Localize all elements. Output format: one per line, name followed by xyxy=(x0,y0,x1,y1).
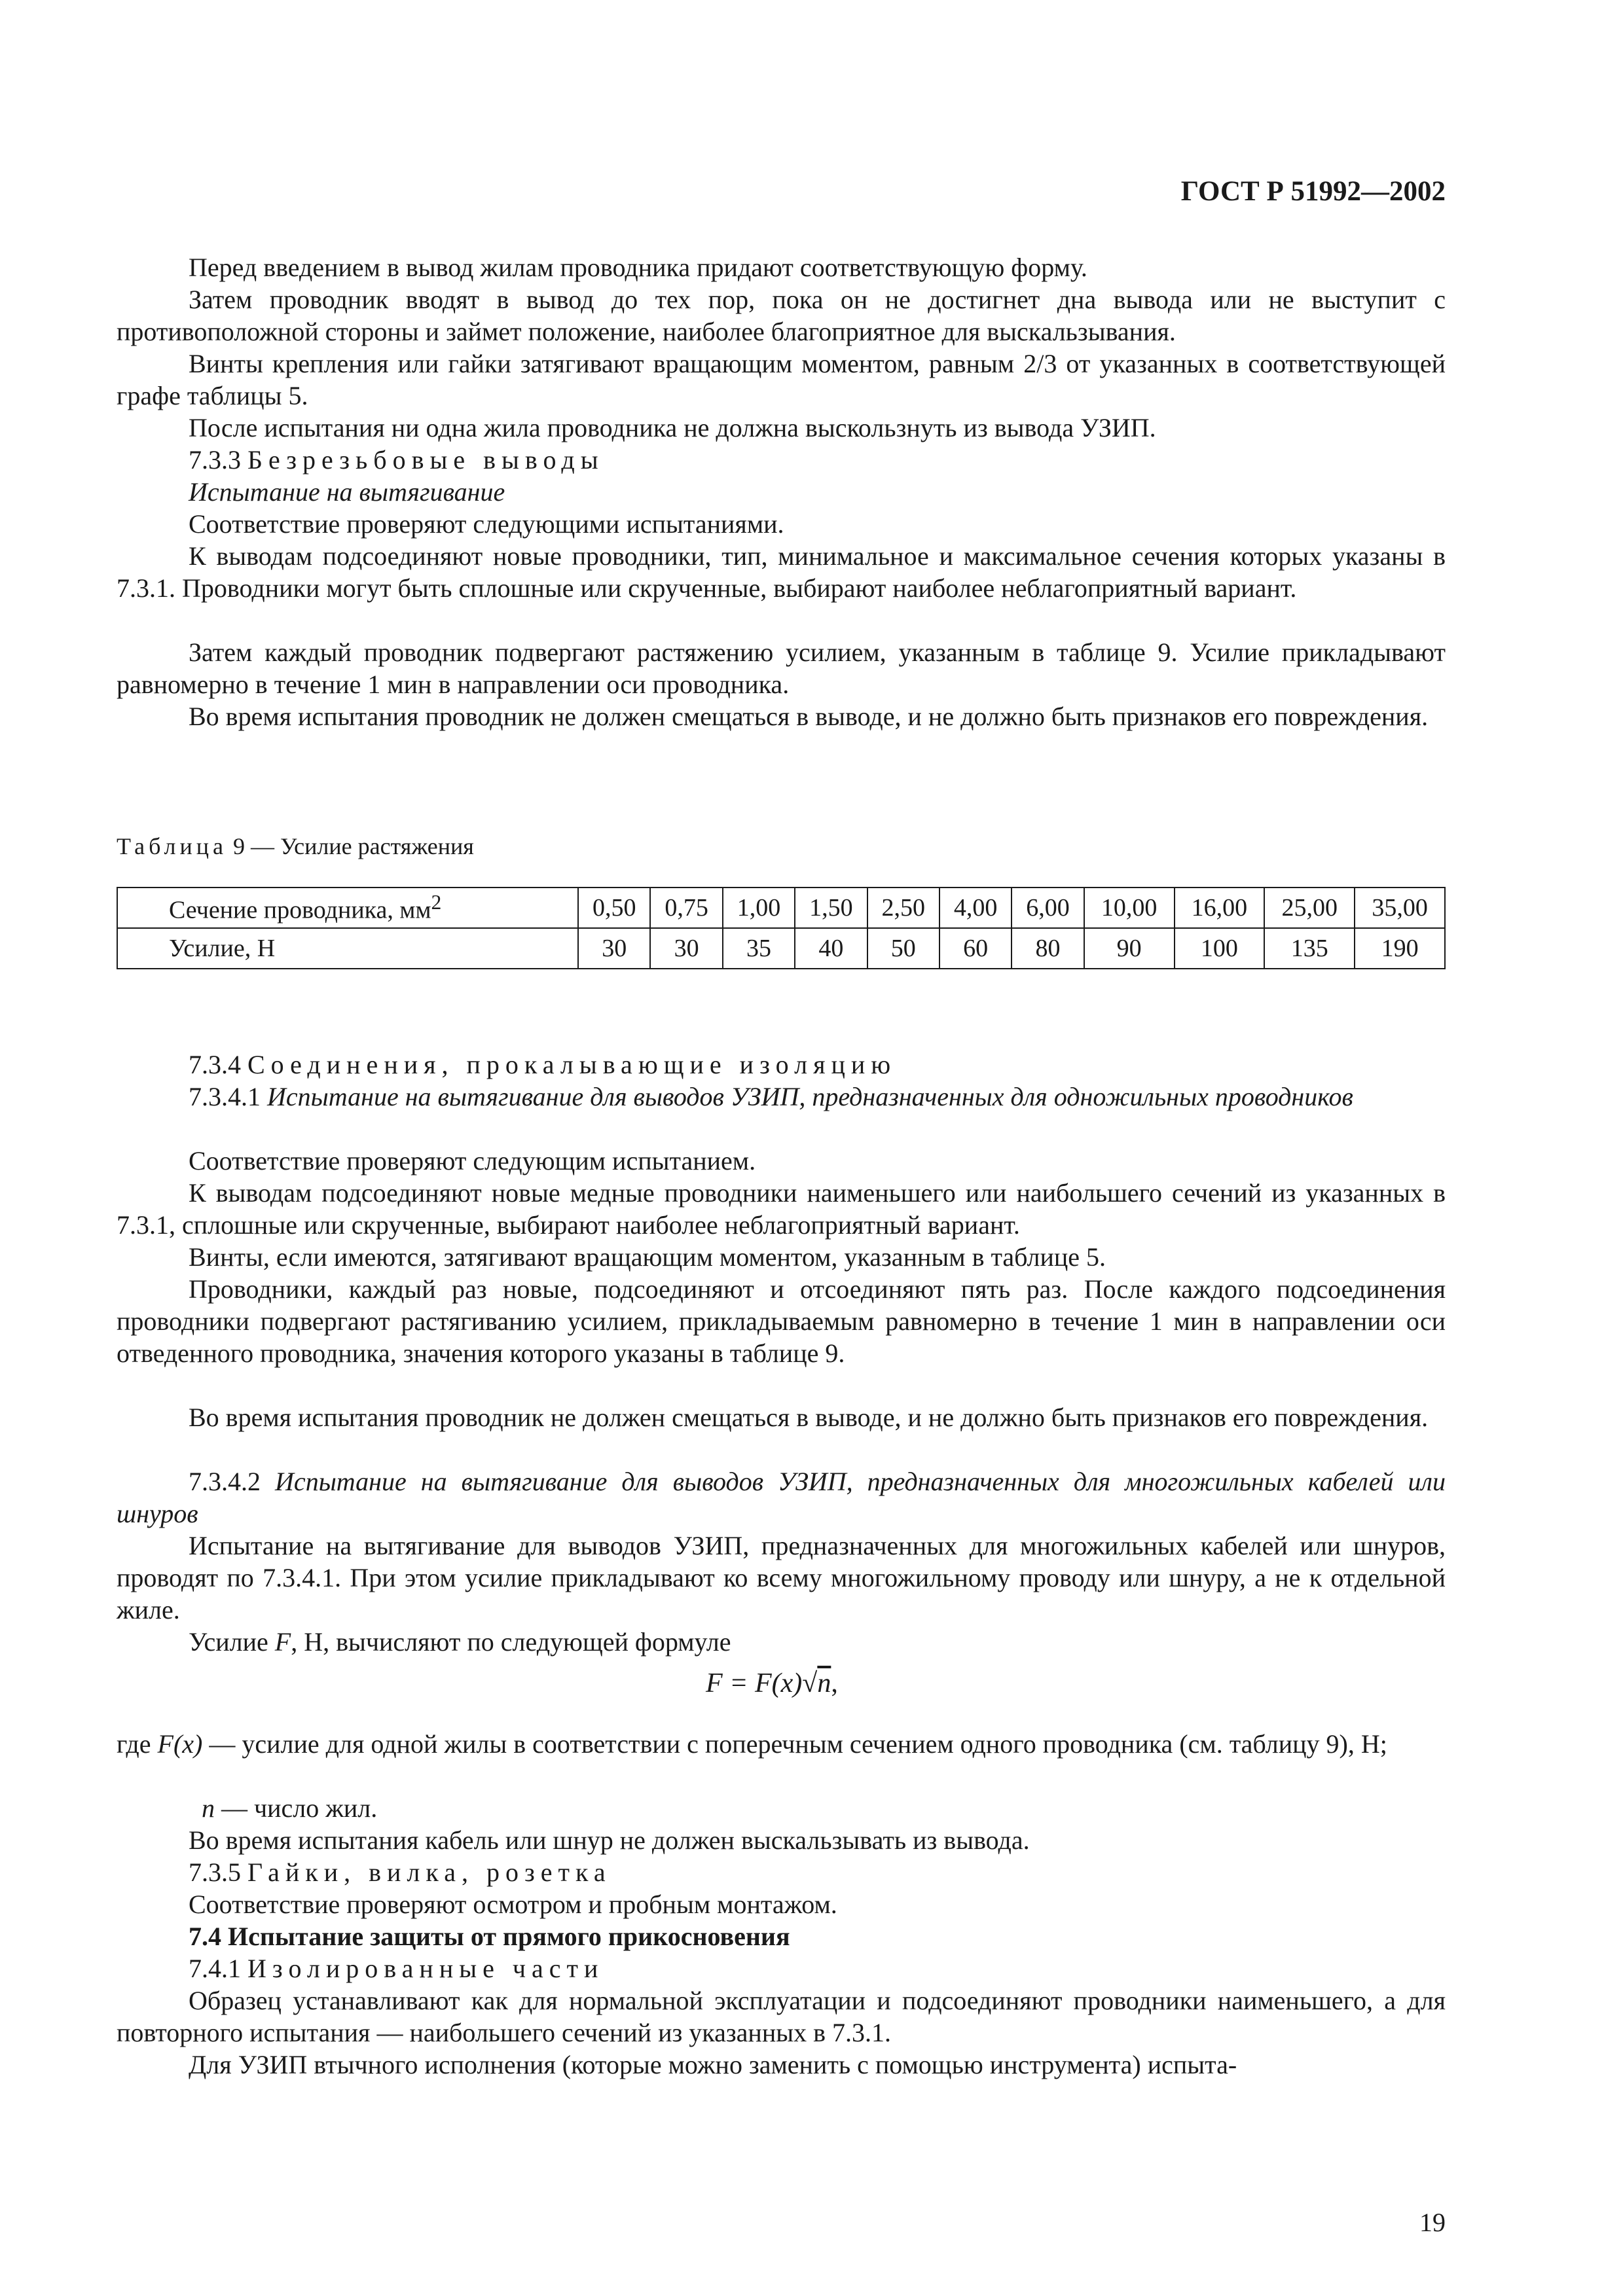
table-cell: 60 xyxy=(939,928,1012,969)
table-cell: 100 xyxy=(1175,928,1265,969)
paragraph: Во время испытания проводник не должен смещаться в выводе, и не должно быть признаков его повреждения. xyxy=(189,1403,1429,1432)
table-cell: 1,50 xyxy=(795,888,867,928)
paragraph: Винты, если имеются, затягивают вращающим моментом, указанным в таблице 5. xyxy=(189,1242,1106,1272)
paragraph: Соответствие проверяют следующим испытанием. xyxy=(189,1146,756,1175)
section-number: 7.3.4.2 xyxy=(189,1467,261,1496)
table-cell: 50 xyxy=(867,928,939,969)
table-9 xyxy=(117,887,1446,969)
paragraph: К выводам подсоединяют новые медные проводники наименьшего или наибольшего сечений из указанных в 7.3.1, сплошные или скрученные, выбирают наиболее неблагоприятный вариант. xyxy=(117,1178,1446,1240)
table-cell: 30 xyxy=(578,928,650,969)
paragraph: Винты крепления или гайки затягивают вращающим моментом, равным 2/3 от указанных в соответствующей графе таблицы 5. xyxy=(117,349,1446,410)
section-title: Изолированные части xyxy=(247,1954,604,1983)
table-cell: 190 xyxy=(1355,928,1445,969)
section-number: 7.3.4 xyxy=(189,1050,241,1079)
section-title: Испытание на вытягивание для выводов УЗИП, предназначенных для одножильных проводников xyxy=(267,1082,1353,1111)
table-cell: 16,00 xyxy=(1175,888,1265,928)
table-caption xyxy=(117,833,474,860)
table-row xyxy=(117,888,1445,928)
section-heading-7-4: 7.4 Испытание защиты от прямого прикосновения xyxy=(189,1922,790,1951)
paragraph: К выводам подсоединяют новые проводники, тип, минимальное и максимальное сечения которых указаны в 7.3.1. Проводники могут быть сплошные или скрученные, выбирают наиболее неблагоприятный вариант. xyxy=(117,541,1446,603)
table-row xyxy=(117,928,1445,969)
table-caption-text: 9 — Усилие растяжения xyxy=(227,833,474,859)
table-cell: 10,00 xyxy=(1084,888,1175,928)
paragraph: Проводники, каждый раз новые, подсоединяют и отсоединяют пять раз. После каждого подсоединения проводники подвергают растягиванию усилием, прикладываемым равномерно в течение 1 мин в направлении оси отведенного проводника, значения которого указаны в таблице 9. xyxy=(117,1274,1446,1368)
section-heading-7-3-3 xyxy=(117,444,1446,476)
table-cell: 0,50 xyxy=(578,888,650,928)
table-cell: 35,00 xyxy=(1355,888,1445,928)
table-cell: 80 xyxy=(1012,928,1084,969)
section-title: Безрезьбовые выводы xyxy=(247,445,604,475)
section-heading-7-3-5 xyxy=(117,1856,1446,1888)
section-title: Испытание на вытягивание для выводов УЗИП, предназначенных для многожильных кабелей или шнуров xyxy=(117,1467,1446,1528)
paragraph: Затем каждый проводник подвергают растяжению усилием, указанным в таблице 9. Усилие прикладывают равномерно в течение 1 мин в направлении оси проводника. xyxy=(117,637,1446,699)
table-cell: 35 xyxy=(723,928,795,969)
where-clause-fx: где F(x) — усилие для одной жилы в соответствии с поперечным сечением одного проводника (см. таблицу 9), Н; xyxy=(117,1729,1387,1759)
formula: F = F(x)√n, xyxy=(706,1668,838,1698)
section-title: Гайки, вилка, розетка xyxy=(247,1857,611,1887)
row-header: Сечение проводника, $мм^2$ xyxy=(117,888,578,928)
paragraph: Соответствие проверяют осмотром и пробным монтажом. xyxy=(189,1890,837,1919)
section-title: Соединения, прокалывающие изоляцию xyxy=(247,1050,897,1079)
paragraph: Испытание на вытягивание для выводов УЗИП, предназначенных для многожильных кабелей или шнуров, проводят по 7.3.4.1. При этом усилие прикладывают ко всему многожильному проводу или шнуру, а не к отдельной жиле. xyxy=(117,1531,1446,1624)
table-caption-word: Таблица xyxy=(117,833,227,859)
table-cell: 135 xyxy=(1264,928,1355,969)
where-clause-n: n — число жил. xyxy=(202,1793,378,1823)
table-cell: 40 xyxy=(795,928,867,969)
table-cell: 30 xyxy=(650,928,722,969)
paragraph: Во время испытания проводник не должен смещаться в выводе, и не должно быть признаков его повреждения. xyxy=(189,702,1429,731)
section-number: 7.4.1 xyxy=(189,1954,241,1983)
paragraph: После испытания ни одна жила проводника не должна выскользнуть из вывода УЗИП. xyxy=(189,413,1156,442)
paragraph: Соответствие проверяют следующими испытаниями. xyxy=(189,509,784,539)
section-number: 7.3.5 xyxy=(189,1857,241,1887)
paragraph: Затем проводник вводят в вывод до тех пор, пока он не достигнет дна вывода или не выступит с противоположной стороны и займет положение, наиболее благоприятное для выскальзывания. xyxy=(117,285,1446,346)
section-heading-7-3-4-2 xyxy=(117,1465,1446,1530)
table-cell: 0,75 xyxy=(650,888,722,928)
table-cell: 6,00 xyxy=(1012,888,1084,928)
paragraph: Перед введением в вывод жилам проводника придают соответствующую форму. xyxy=(189,253,1087,282)
section-heading-7-3-4-1 xyxy=(117,1081,1446,1113)
table-cell: 2,50 xyxy=(867,888,939,928)
table-cell: 25,00 xyxy=(1264,888,1355,928)
table-cell: 4,00 xyxy=(939,888,1012,928)
standard-header: ГОСТ Р 51992—2002 xyxy=(1180,176,1446,207)
paragraph: Во время испытания кабель или шнур не должен выскальзывать из вывода. xyxy=(189,1825,1030,1855)
subsection-title: Испытание на вытягивание xyxy=(189,477,505,507)
paragraph: Для УЗИП втычного исполнения (которые можно заменить с помощью инструмента) испыта- xyxy=(189,2050,1237,2079)
section-heading-7-3-4 xyxy=(117,1049,1446,1081)
paragraph: Усилие F, Н, вычисляют по следующей формуле xyxy=(189,1627,731,1657)
page-number: 19 xyxy=(1419,2208,1446,2237)
table-cell: 1,00 xyxy=(723,888,795,928)
section-heading-7-4-1 xyxy=(117,1952,1446,1984)
paragraph: Образец устанавливают как для нормальной эксплуатации и подсоединяют проводники наименьшего, а для повторного испытания — наибольшего сечений из указанных в 7.3.1. xyxy=(117,1986,1446,2047)
table-cell: 90 xyxy=(1084,928,1175,969)
row-header: Усилие, Н xyxy=(117,928,578,969)
section-number: 7.3.3 xyxy=(189,445,241,475)
section-number: 7.3.4.1 xyxy=(189,1082,261,1111)
